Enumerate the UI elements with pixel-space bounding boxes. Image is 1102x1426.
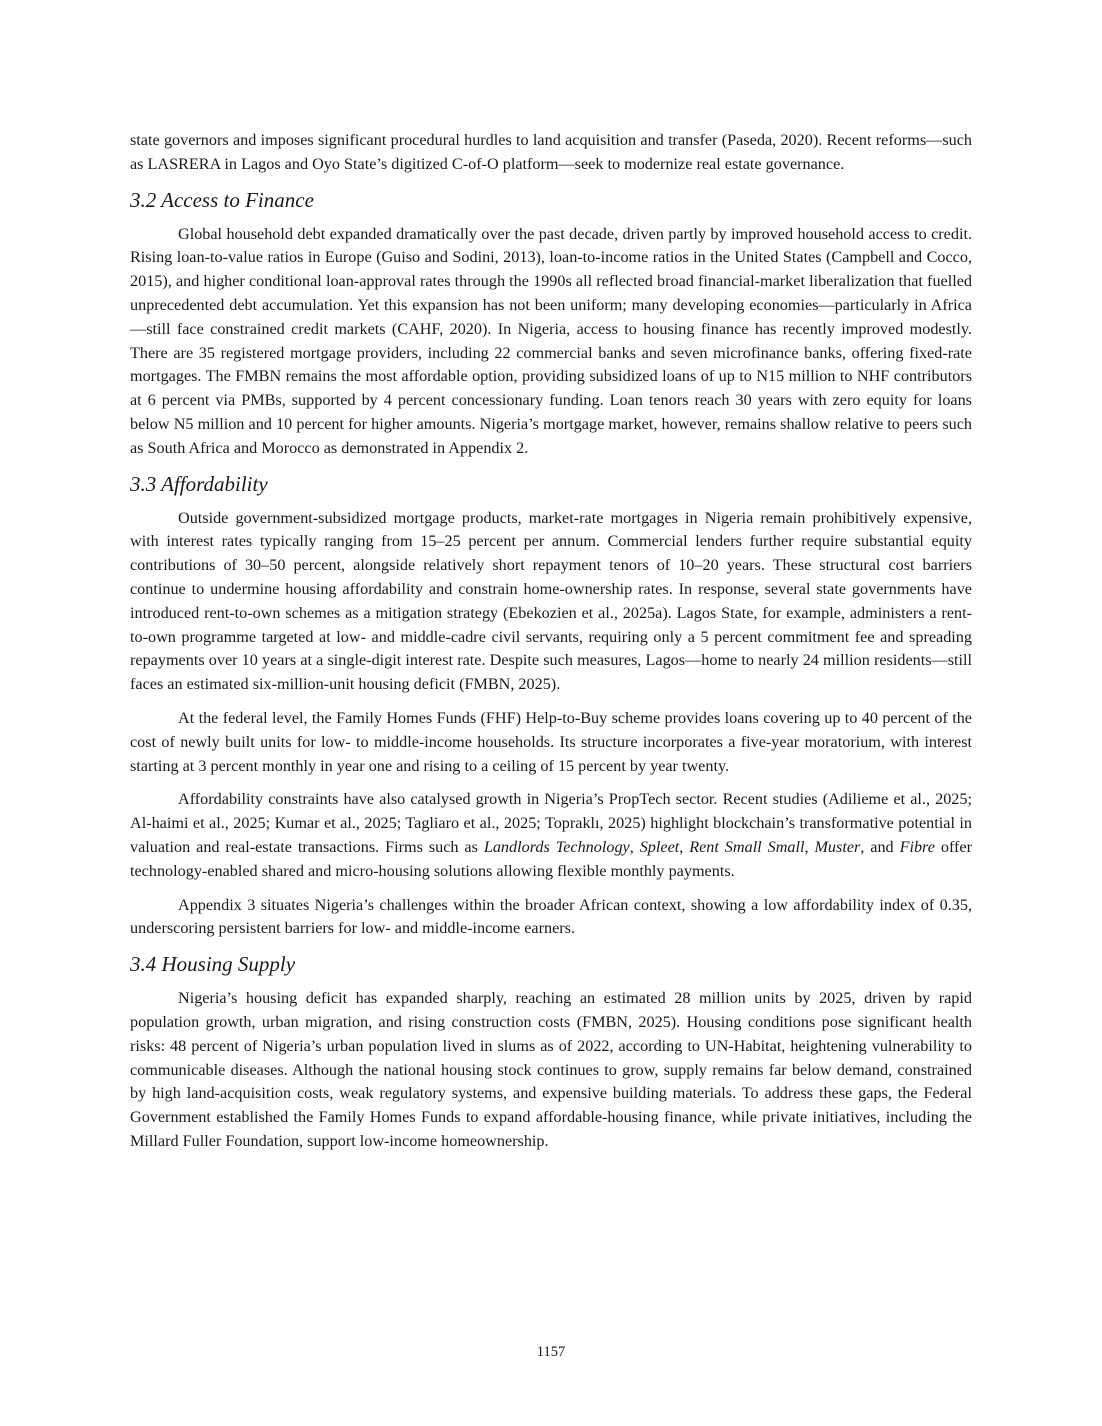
intro-paragraph: state governors and imposes significant procedural hurdles to land acquisition and transfer (Paseda, 2020). Recent reforms—such as LASRERA in Lagos and Oyo State’s digitized C-of-O platform—seek to modernize real estate governance. [130, 131, 972, 173]
firm-name: Rent Small Small [689, 837, 805, 856]
paragraph-affordability-1: Outside government-subsidized mortgage products, market-rate mortgages in Nigeria remain prohibitively expensive, with interest rates typically ranging from 15–25 percent per annum. Commercial lenders further require substantial equity contributions of 30–50 percent, alongside relatively short repayment tenors of 10–20 years. These structural cost barriers continue to undermine housing affordability and constrain home-ownership rates. In response, several state governments have introduced rent-to-own schemes as a mitigation strategy (Ebekozien et al., 2025a). Lagos State, for example, administers a rent-to-own programme targeted at low- and middle-cadre civil servants, requiring only a 5 percent commitment fee and spreading repayments over 10 years at a single-digit interest rate. Despite such measures, Lagos—home to nearly 24 million residents—still faces an estimated six-million-unit housing deficit (FMBN, 2025). [130, 508, 972, 694]
section-affordability [130, 471, 972, 942]
proptech-lead: Affordability constraints have also catalysed growth in Nigeria’s PropTech sector. Recent studies (Adilieme et al., 2025; Al-haimi et al., 2025; Kumar et al., 2025; Tagliaro et al., 2025; Topraklı, 2025) highlight blockchain’s transformative potential in valuation and real-estate transactions. Firms such as [130, 790, 972, 856]
firm-name: Spleet [639, 837, 680, 856]
separator: , [629, 837, 640, 856]
separator: , [679, 837, 690, 856]
section-heading-access-to-finance: 3.2 Access to Finance [130, 187, 314, 212]
proptech-tail: offer technology-enabled shared and micro-housing solutions allowing flexible monthly payments. [130, 837, 973, 880]
paragraph-affordability-closing: Appendix 3 situates Nigeria’s challenges within the broader African context, showing a low affordability index of 0.35, underscoring persistent barriers for low- and middle-income earners. [130, 895, 972, 938]
section-heading-affordability: 3.3 Affordability [130, 471, 268, 496]
paragraph-access-to-finance: Global household debt expanded dramatically over the past decade, driven partly by improved household access to credit. Rising loan-to-value ratios in Europe (Guiso and Sodini, 2013), loan-to-income ratios in the United States (Campbell and Cocco, 2015), and higher conditional loan-approval rates through the 1990s all reflected broad financial-market liberalization that fuelled unprecedented debt accumulation. Yet this expansion has not been uniform; many developing economies—particularly in Africa—still face constrained credit markets (CAHF, 2020). In Nigeria, access to housing finance has recently improved modestly. There are 35 registered mortgage providers, including 22 commercial banks and seven microfinance banks, offering fixed-rate mortgages. The FMBN remains the most affordable option, providing subsidized loans of up to N15 million to NHF contributors at 6 percent via PMBs, supported by 4 percent concessionary funding. Loan tenors reach 30 years with zero equity for loans below N5 million and 10 percent for higher amounts. Nigeria’s mortgage market, however, remains shallow relative to peers such as South Africa and Morocco as demonstrated in Appendix 2. [130, 224, 972, 457]
page-number: 1157 [536, 1344, 566, 1360]
paragraph-affordability-2: At the federal level, the Family Homes Funds (FHF) Help-to-Buy scheme provides loans covering up to 40 percent of the cost of newly built units for low- to middle-income households. Its structure incorporates a five-year moratorium, with interest starting at 3 percent monthly in year one and rising to a ceiling of 15 percent by year twenty. [130, 708, 972, 775]
section-housing-supply [130, 951, 972, 1154]
paragraph-proptech [130, 788, 972, 883]
firm-name: Muster [814, 837, 861, 856]
page-body [130, 129, 972, 1154]
firm-name: Fibre [899, 837, 935, 856]
paragraph-housing-supply: Nigeria’s housing deficit has expanded sharply, reaching an estimated 28 million units by 2025, driven by rapid population growth, urban migration, and rising construction costs (FMBN, 2025). Housing conditions pose significant health risks: 48 percent of Nigeria’s urban population lived in slums as of 2022, according to UN-Habitat, heightening vulnerability to communicable diseases. Although the national housing stock continues to grow, supply remains far below demand, constrained by high land-acquisition costs, weak regulatory systems, and expensive building materials. To address these gaps, the Federal Government established the Family Homes Funds to expand affordable-housing finance, while private initiatives, including the Millard Fuller Foundation, support low-income homeownership. [130, 989, 972, 1150]
section-access-to-finance [130, 187, 972, 461]
section-heading-housing-supply: 3.4 Housing Supply [130, 952, 296, 977]
separator: , [804, 837, 815, 856]
firm-name: Landlords Technology [483, 837, 630, 856]
separator: , and [860, 837, 900, 856]
